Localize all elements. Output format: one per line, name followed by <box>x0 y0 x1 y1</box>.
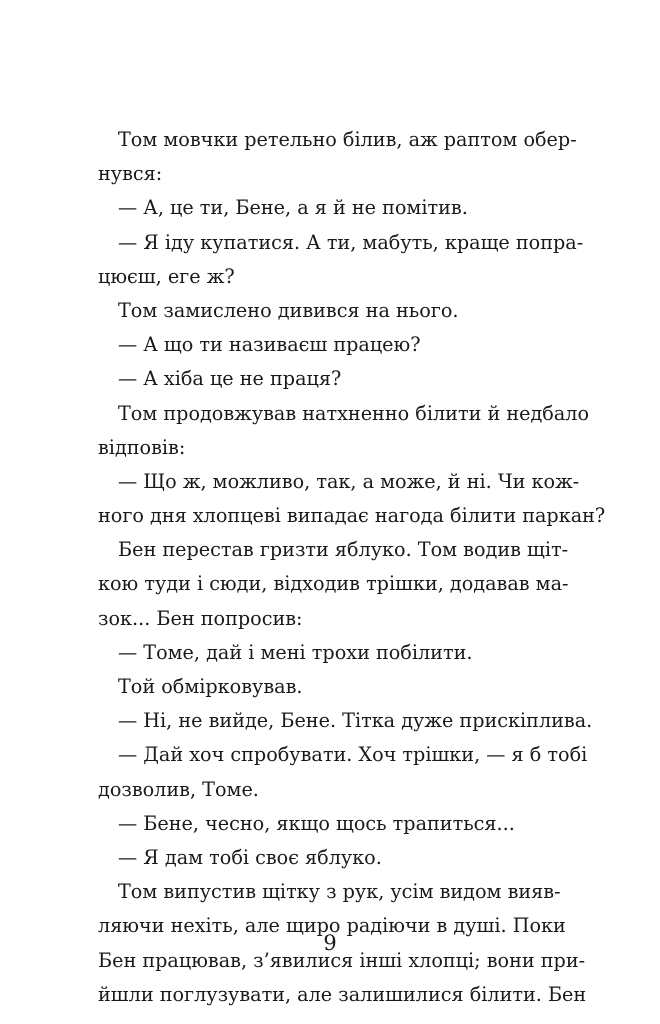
text-line: — А хіба це не праця? <box>118 367 342 391</box>
text-line: нувся: <box>98 162 163 186</box>
text-line: — А що ти називаєш працею? <box>118 333 421 357</box>
text-line: кою туди і сюди, відходив трішки, додавав ма- <box>98 572 569 596</box>
text-line: цюєш, еге ж? <box>98 264 235 288</box>
page-body-text <box>98 123 606 1012</box>
text-line: йшли поглузувати, але залишилися білити. Бен <box>98 982 587 1006</box>
text-line: — Що ж, можливо, так, а може, й ні. Чи кож- <box>118 469 580 493</box>
text-line: — А, це ти, Бене, а я й не помітив. <box>118 196 468 220</box>
text-line: — Я дам тобі своє яблуко. <box>118 845 382 869</box>
text-line: Том випустив щітку з рук, усім видом вияв- <box>118 880 561 904</box>
text-line: ного дня хлопцеві випадає нагода білити паркан? <box>98 504 606 528</box>
text-line: Той обмірковував. <box>118 675 303 698</box>
text-line: Том продовжував натхненно білити й недбало <box>118 401 590 425</box>
text-line: ляючи нехіть, але щиро радіючи в душі. Поки <box>98 914 566 938</box>
text-line: — Томе, дай і мені трохи побілити. <box>118 640 473 664</box>
text-line: — Я іду купатися. А ти, мабуть, краще попра- <box>118 230 584 254</box>
text-line: — Бене, чесно, якщо щось трапиться... <box>118 811 515 835</box>
text-line: Бен перестав гризти яблуко. Том водив щіт- <box>118 538 569 562</box>
text-line: — Дай хоч спробувати. Хоч трішки, — я б тобі <box>118 743 588 767</box>
text-line: Том мовчки ретельно білив, аж раптом обер- <box>118 128 577 151</box>
text-line: Бен працював, з’явилися інші хлопці; вони при- <box>98 948 586 972</box>
text-line: відповів: <box>98 435 186 459</box>
text-line: зок... Бен попросив: <box>98 606 303 630</box>
page-number: 9 <box>323 931 337 955</box>
text-line: Том замислено дивився на нього. <box>118 298 459 322</box>
text-line: — Ні, не вийде, Бене. Тітка дуже прискіплива. <box>118 709 593 733</box>
text-line: дозволив, Томе. <box>98 777 259 801</box>
